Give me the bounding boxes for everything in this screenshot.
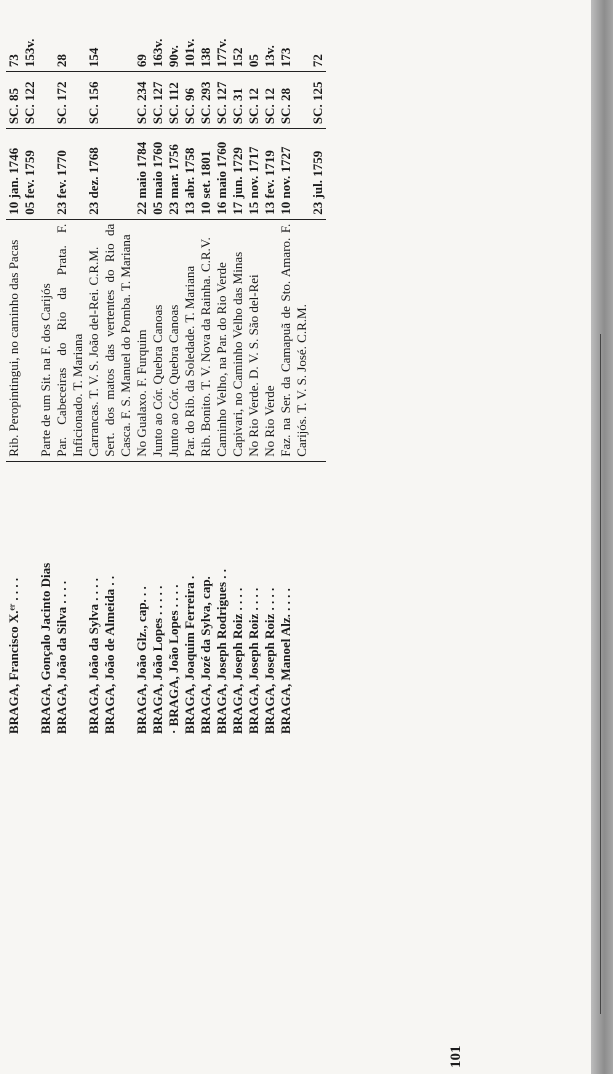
- cell-code: SC. 31: [230, 72, 246, 129]
- table-row: [262, 18, 278, 738]
- cell-folio: 28: [54, 18, 86, 72]
- cell-date: [38, 129, 54, 220]
- cell-code: SC. 127: [150, 72, 166, 129]
- cell-name: BRAGA, Joseph Roiz . . . .: [262, 587, 277, 734]
- table-row: [86, 18, 102, 738]
- table-row: [6, 18, 38, 738]
- cell-place: Par. do Rib. da Soledade. T. Mariana: [182, 219, 198, 461]
- table-row: [102, 18, 134, 738]
- cell-folio: 138: [198, 18, 214, 72]
- table-body: [6, 18, 326, 738]
- cell-name: BRAGA, Francisco X.ᵉʳ . . . .: [6, 577, 21, 734]
- cell-code: SC. 12: [262, 72, 278, 129]
- cell-code: SC. 28: [278, 72, 310, 129]
- cell-code: SC. 127: [214, 72, 230, 129]
- cell-place: Junto ao Cór. Quebra Canoas: [150, 219, 166, 461]
- table-row: [166, 18, 182, 738]
- cell-place: Capivari, no Caminho Velho das Minas: [230, 219, 246, 461]
- land-grant-table: [6, 18, 326, 738]
- cell-code: SC. 112: [166, 72, 182, 129]
- table-row: [38, 18, 54, 738]
- cell-date: 05 maio 1760: [150, 129, 166, 220]
- cell-code: SC. 96: [182, 72, 198, 129]
- cell-code: SC. 125: [310, 72, 326, 129]
- cell-date: 16 maio 1760: [214, 129, 230, 220]
- table-row: [230, 18, 246, 738]
- cell-date: 23 dez. 1768: [86, 129, 102, 220]
- cell-place: Caminho Velho, na Par. do Rio Verde: [214, 219, 230, 461]
- cell-name: BRAGA, Manoel Alz. . . . .: [278, 588, 293, 734]
- cell-date: 17 jun. 1729: [230, 129, 246, 220]
- cell-folio: 69: [134, 18, 150, 72]
- cell-name: BRAGA, João da Sylva . . . .: [86, 577, 101, 734]
- cell-place: No Gualaxo. F. Furquim: [134, 219, 150, 461]
- cell-name: [310, 461, 326, 738]
- table-row: [198, 18, 214, 738]
- footer-rule: [600, 334, 601, 1014]
- cell-folio: 72: [310, 18, 326, 72]
- cell-date: [102, 129, 134, 220]
- cell-code: SC. 156: [86, 72, 102, 129]
- cell-date: 13 abr. 1758: [182, 129, 198, 220]
- page-number: 101: [448, 1045, 464, 1068]
- cell-place: Sert. dos matos das vertentes do Rio da Casca. F. S. Manuel do Pomba. T. Mariana: [102, 219, 134, 461]
- cell-date: 22 maio 1784: [134, 129, 150, 220]
- cell-name: BRAGA, Jozé da Sylva, cap.: [198, 576, 213, 734]
- cell-folio: 05: [246, 18, 262, 72]
- cell-folio: [38, 18, 54, 72]
- cell-code: SC. 85 SC. 122: [6, 72, 38, 129]
- cell-folio: 101v.: [182, 18, 198, 72]
- cell-folio: 90v.: [166, 18, 182, 72]
- cell-name: BRAGA, João Lopes . . . . .: [150, 585, 165, 734]
- cell-place: Rib. Bonito. T. V. Nova da Rainha. C.R.V.: [198, 219, 214, 461]
- cell-place: Junto ao Cór. Quebra Canoas: [166, 219, 182, 461]
- cell-name: BRAGA, João Glz., cap. . .: [134, 586, 149, 734]
- table-row: [54, 18, 86, 738]
- cell-date: 10 jan. 1746 05 fev. 1759: [6, 129, 38, 220]
- cell-name: · BRAGA, João Lopes . . . .: [166, 584, 181, 734]
- cell-place: Parte de um Sit. na F. dos Carijós: [38, 219, 54, 461]
- cell-name: BRAGA, Gonçalo Jacinto Dias: [38, 562, 53, 734]
- cell-place: Faz. na Ser. da Camapuã de Sto. Amaro. F. Carijós. T. V. S. José. C.R.M.: [278, 219, 310, 461]
- cell-date: 23 mar. 1756: [166, 129, 182, 220]
- cell-name: BRAGA, Joseph Roiz . . . .: [246, 587, 261, 734]
- cell-name: BRAGA, João de Almeida . .: [102, 575, 117, 734]
- cell-date: 23 jul. 1759: [310, 129, 326, 220]
- cell-place: Carrancas. T. V. S. João del-Rei. C.R.M.: [86, 219, 102, 461]
- cell-folio: [102, 18, 134, 72]
- cell-place: No Rio Verde. D. V. S. São del-Rei: [246, 219, 262, 461]
- cell-name: BRAGA, Joseph Rodrigues . .: [214, 568, 229, 734]
- table-row: [278, 18, 310, 738]
- cell-folio: 152: [230, 18, 246, 72]
- cell-date: 10 set. 1801: [198, 129, 214, 220]
- cell-code: SC. 293: [198, 72, 214, 129]
- table-row: [150, 18, 166, 738]
- cell-code: SC. 172: [54, 72, 86, 129]
- cell-folio: 173: [278, 18, 310, 72]
- cell-place: [310, 219, 326, 461]
- cell-folio: 154: [86, 18, 102, 72]
- cell-code: [38, 72, 54, 129]
- cell-folio: 177v.: [214, 18, 230, 72]
- cell-date: 10 nov. 1727: [278, 129, 310, 220]
- cell-date: 15 nov. 1717: [246, 129, 262, 220]
- table-row: [246, 18, 262, 738]
- table-row: [214, 18, 230, 738]
- cell-code: SC. 234: [134, 72, 150, 129]
- cell-name: BRAGA, Joseph Roiz . . . .: [230, 587, 245, 734]
- table-row: [310, 18, 326, 738]
- table-row: [134, 18, 150, 738]
- cell-name: BRAGA, Joaquim Ferreira .: [182, 575, 197, 734]
- cell-code: SC. 12: [246, 72, 262, 129]
- table-row: [182, 18, 198, 738]
- cell-folio: 13v.: [262, 18, 278, 72]
- cell-place: Par. Cabeceiras do Rio da Prata. F. Inficionado. T. Mariana: [54, 219, 86, 461]
- cell-name: BRAGA, João da Silva . . . .: [54, 580, 69, 734]
- cell-date: 23 fev. 1770: [54, 129, 86, 220]
- cell-date: 13 fev. 1719: [262, 129, 278, 220]
- cell-place: No Rio Verde: [262, 219, 278, 461]
- cell-code: [102, 72, 134, 129]
- cell-folio: 73 153v.: [6, 18, 38, 72]
- cell-folio: 163v.: [150, 18, 166, 72]
- cell-place: Rib. Peropintingui, no caminho das Pacas: [6, 219, 38, 461]
